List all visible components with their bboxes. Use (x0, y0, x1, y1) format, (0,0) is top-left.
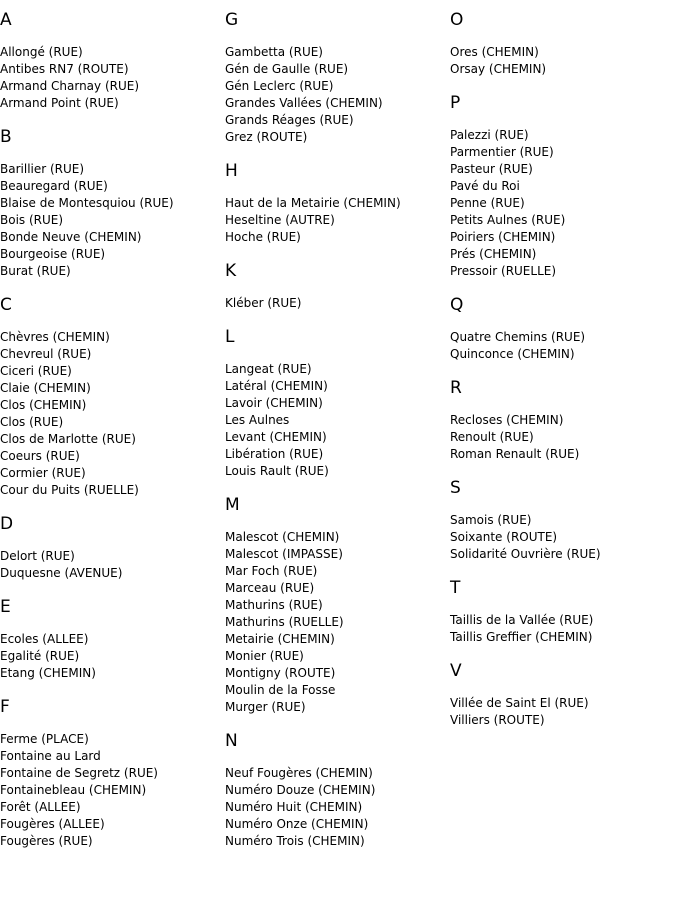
letter-heading: F (0, 697, 10, 717)
street-list (450, 329, 674, 363)
street-item[interactable]: Solidarité Ouvrière (RUE) (450, 547, 601, 561)
letter-section-q (450, 295, 674, 363)
letter-heading: O (450, 10, 464, 30)
letter-heading: N (225, 731, 238, 751)
street-item[interactable]: Penne (RUE) (450, 196, 525, 210)
street-list (450, 44, 674, 78)
street-item[interactable]: Beauregard (RUE) (0, 179, 108, 193)
letter-heading: A (0, 10, 12, 30)
street-item[interactable]: Heseltine (AUTRE) (225, 213, 335, 227)
street-item[interactable]: Mathurins (RUELLE) (225, 615, 344, 629)
street-item[interactable]: Delort (RUE) (0, 549, 75, 563)
street-item[interactable]: Orsay (CHEMIN) (450, 62, 547, 76)
street-list (0, 731, 224, 850)
street-item[interactable]: Parmentier (RUE) (450, 145, 554, 159)
street-item[interactable]: Fontaine de Segretz (RUE) (0, 766, 158, 780)
letter-heading: H (225, 161, 238, 181)
street-item[interactable]: Numéro Onze (CHEMIN) (225, 817, 369, 831)
street-item[interactable]: Chèvres (CHEMIN) (0, 330, 110, 344)
letter-section-k (225, 261, 449, 312)
letter-heading: S (450, 478, 461, 498)
street-item[interactable]: Cour du Puits (RUELLE) (0, 483, 139, 497)
letter-section-o (450, 10, 674, 78)
street-item[interactable]: Grandes Vallées (CHEMIN) (225, 96, 383, 110)
street-item[interactable]: Murger (RUE) (225, 700, 306, 714)
street-item[interactable]: Fontaine au Lard (0, 749, 101, 763)
street-item[interactable]: Kléber (RUE) (225, 296, 302, 310)
street-item[interactable]: Poiriers (CHEMIN) (450, 230, 556, 244)
street-list (225, 195, 449, 246)
street-item[interactable]: Fontainebleau (CHEMIN) (0, 783, 147, 797)
street-item[interactable]: Taillis Greffier (CHEMIN) (450, 630, 593, 644)
street-item[interactable]: Moulin de la Fosse (225, 683, 336, 697)
letter-heading: D (0, 514, 14, 534)
street-item[interactable]: Clos de Marlotte (RUE) (0, 432, 136, 446)
street-index-column-2 (225, 10, 449, 865)
letter-section-g (225, 10, 449, 146)
letter-section-p (450, 93, 674, 280)
street-item[interactable]: Grands Réages (RUE) (225, 113, 354, 127)
street-item[interactable]: Samois (RUE) (450, 513, 532, 527)
letter-section-s (450, 478, 674, 563)
letter-heading: B (0, 127, 12, 147)
street-item[interactable]: Clos (CHEMIN) (0, 398, 87, 412)
street-item[interactable]: Clos (RUE) (0, 415, 64, 429)
street-list (450, 127, 674, 280)
street-item[interactable]: Allongé (RUE) (0, 45, 83, 59)
street-item[interactable]: Fougères (ALLEE) (0, 817, 105, 831)
street-item[interactable]: Antibes RN7 (ROUTE) (0, 62, 129, 76)
street-index-column-3 (450, 10, 674, 744)
letter-heading: L (225, 327, 235, 347)
street-item[interactable]: Duquesne (AVENUE) (0, 566, 123, 580)
street-item[interactable]: Palezzi (RUE) (450, 128, 529, 142)
street-list (225, 765, 449, 850)
street-item[interactable]: Louis Rault (RUE) (225, 464, 329, 478)
street-item[interactable]: Bonde Neuve (CHEMIN) (0, 230, 142, 244)
street-item[interactable]: Recloses (CHEMIN) (450, 413, 564, 427)
letter-heading: G (225, 10, 239, 30)
street-item[interactable]: Chevreul (RUE) (0, 347, 92, 361)
street-list (0, 631, 224, 682)
street-item[interactable]: Monier (RUE) (225, 649, 304, 663)
street-item[interactable]: Egalité (RUE) (0, 649, 80, 663)
street-item[interactable]: Quatre Chemins (RUE) (450, 330, 586, 344)
street-item[interactable]: Bourgeoise (RUE) (0, 247, 106, 261)
street-item[interactable]: Coeurs (RUE) (0, 449, 80, 463)
street-item[interactable]: Fougères (RUE) (0, 834, 93, 848)
street-item[interactable]: Hoche (RUE) (225, 230, 301, 244)
street-item[interactable]: Renoult (RUE) (450, 430, 534, 444)
street-list (450, 612, 674, 646)
letter-section-f (0, 697, 224, 850)
street-item[interactable]: Etang (CHEMIN) (0, 666, 96, 680)
street-item[interactable]: Taillis de la Vallée (RUE) (450, 613, 594, 627)
street-list (0, 161, 224, 280)
street-item[interactable]: Latéral (CHEMIN) (225, 379, 328, 393)
street-item[interactable]: Quinconce (CHEMIN) (450, 347, 575, 361)
street-list (0, 548, 224, 582)
street-item[interactable]: Gambetta (RUE) (225, 45, 323, 59)
street-item[interactable]: Ciceri (RUE) (0, 364, 72, 378)
letter-heading: R (450, 378, 462, 398)
street-item[interactable]: Grez (ROUTE) (225, 130, 308, 144)
street-item[interactable]: Forêt (ALLEE) (0, 800, 81, 814)
street-item[interactable]: Pasteur (RUE) (450, 162, 533, 176)
letter-section-l (225, 327, 449, 480)
street-item[interactable]: Montigny (ROUTE) (225, 666, 336, 680)
street-item[interactable]: Claie (CHEMIN) (0, 381, 91, 395)
letter-heading: C (0, 295, 12, 315)
letter-heading: M (225, 495, 240, 515)
letter-heading: T (450, 578, 461, 598)
street-item[interactable]: Marceau (RUE) (225, 581, 315, 595)
street-item[interactable]: Villiers (ROUTE) (450, 713, 545, 727)
street-item[interactable]: Soixante (ROUTE) (450, 530, 558, 544)
street-item[interactable]: Langeat (RUE) (225, 362, 312, 376)
street-item[interactable]: Barillier (RUE) (0, 162, 85, 176)
street-item[interactable]: Armand Charnay (RUE) (0, 79, 140, 93)
street-list (0, 329, 224, 499)
street-item[interactable]: Ferme (PLACE) (0, 732, 89, 746)
letter-section-h (225, 161, 449, 246)
street-item[interactable]: Les Aulnes (225, 413, 290, 427)
street-item[interactable]: Libération (RUE) (225, 447, 324, 461)
street-item[interactable]: Haut de la Metairie (CHEMIN) (225, 196, 401, 210)
street-item[interactable]: Villée de Saint El (RUE) (450, 696, 589, 710)
street-list (450, 695, 674, 729)
letter-section-m (225, 495, 449, 716)
street-item[interactable]: Armand Point (RUE) (0, 96, 119, 110)
street-item[interactable]: Gén de Gaulle (RUE) (225, 62, 349, 76)
letter-heading: Q (450, 295, 464, 315)
street-list (0, 44, 224, 112)
letter-heading: E (0, 597, 11, 617)
street-item[interactable]: Ecoles (ALLEE) (0, 632, 89, 646)
letter-section-n (225, 731, 449, 850)
street-item[interactable]: Malescot (CHEMIN) (225, 530, 340, 544)
letter-section-a (0, 10, 224, 112)
street-item[interactable]: Lavoir (CHEMIN) (225, 396, 323, 410)
street-list (450, 512, 674, 563)
street-item[interactable]: Levant (CHEMIN) (225, 430, 327, 444)
street-list (225, 44, 449, 146)
street-item[interactable]: Pressoir (RUELLE) (450, 264, 557, 278)
street-item[interactable]: Bois (RUE) (0, 213, 64, 227)
street-item[interactable]: Metairie (CHEMIN) (225, 632, 335, 646)
street-list (225, 295, 449, 312)
street-item[interactable]: Petits Aulnes (RUE) (450, 213, 566, 227)
letter-section-c (0, 295, 224, 499)
letter-heading: V (450, 661, 462, 681)
letter-section-v (450, 661, 674, 729)
street-list (225, 529, 449, 716)
street-item[interactable]: Pavé du Roi (450, 179, 520, 193)
letter-section-e (0, 597, 224, 682)
street-item[interactable]: Numéro Huit (CHEMIN) (225, 800, 363, 814)
street-item[interactable]: Ores (CHEMIN) (450, 45, 539, 59)
letter-section-t (450, 578, 674, 646)
street-item[interactable]: Numéro Douze (CHEMIN) (225, 783, 376, 797)
street-item[interactable]: Blaise de Montesquiou (RUE) (0, 196, 174, 210)
street-index-column-1 (0, 10, 224, 865)
street-item[interactable]: Malescot (IMPASSE) (225, 547, 343, 561)
street-item[interactable]: Gén Leclerc (RUE) (225, 79, 334, 93)
street-item[interactable]: Burat (RUE) (0, 264, 71, 278)
letter-section-b (0, 127, 224, 280)
street-item[interactable]: Cormier (RUE) (0, 466, 86, 480)
letter-heading: K (225, 261, 237, 281)
street-item[interactable]: Roman Renault (RUE) (450, 447, 580, 461)
street-item[interactable]: Mar Foch (RUE) (225, 564, 318, 578)
street-item[interactable]: Neuf Fougères (CHEMIN) (225, 766, 373, 780)
letter-section-r (450, 378, 674, 463)
letter-section-d (0, 514, 224, 582)
letter-heading: P (450, 93, 461, 113)
street-item[interactable]: Mathurins (RUE) (225, 598, 323, 612)
street-item[interactable]: Prés (CHEMIN) (450, 247, 537, 261)
street-item[interactable]: Numéro Trois (CHEMIN) (225, 834, 365, 848)
street-list (225, 361, 449, 480)
street-list (450, 412, 674, 463)
